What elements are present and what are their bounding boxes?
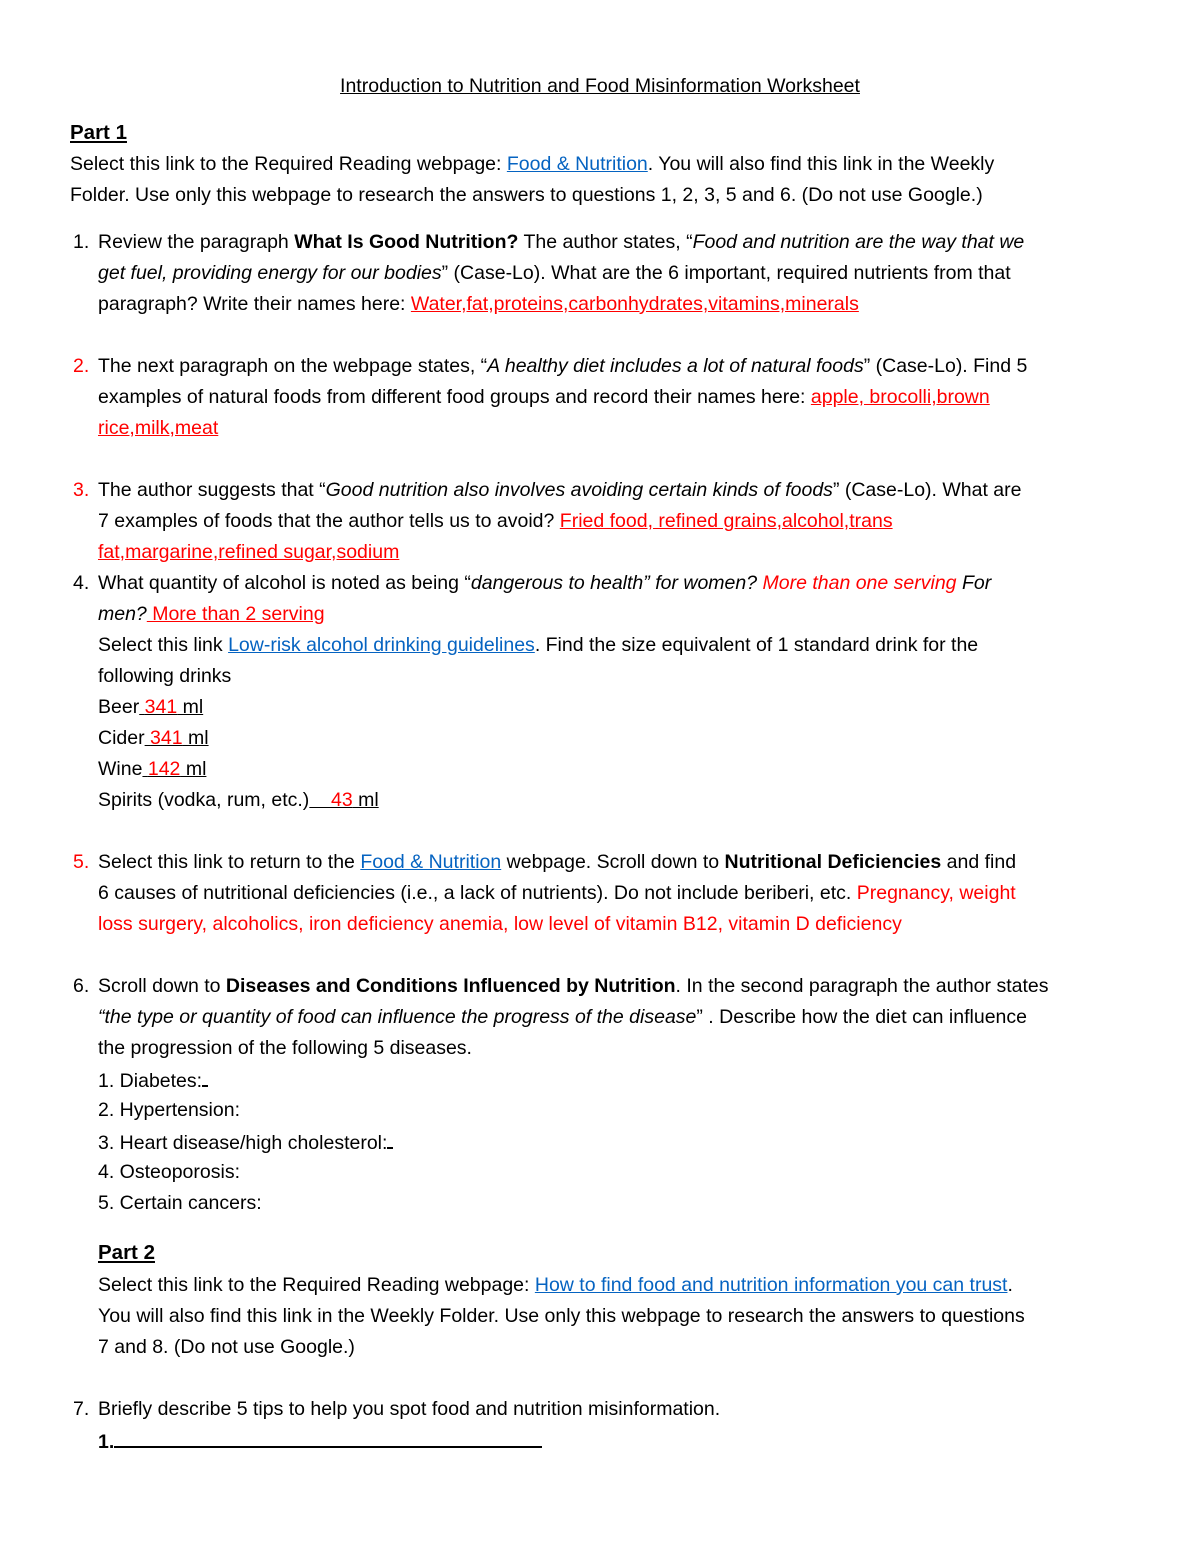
disease-diabetes	[98, 1066, 208, 1094]
drink-label: Spirits (vodka, rum, etc.)	[98, 789, 310, 811]
disease-cancers: 5. Certain cancers:	[98, 1192, 262, 1214]
q3-line1	[98, 477, 1022, 503]
q1-line1	[98, 229, 1024, 255]
q6-line1	[98, 973, 1048, 999]
q5-text-mid: webpage. Scroll down to	[501, 851, 725, 873]
drink-answer[interactable]	[309, 789, 378, 811]
q5-text-end: and find	[941, 851, 1017, 873]
part2-line2: You will also find this link in the Weekly Folder. Use only this webpage to research the answers to questions	[98, 1305, 1025, 1327]
q4-answer-women[interactable]: More than one serving	[762, 572, 957, 594]
q1-quote: Food and nutrition are the way that we	[692, 231, 1025, 253]
drink-value: 341	[144, 696, 178, 718]
q5-heading-ref: Nutritional Deficiencies	[724, 851, 942, 873]
q1-prompt: paragraph? Write their names here:	[98, 293, 411, 315]
disease-heart	[98, 1128, 393, 1156]
part1-label: Part 1	[70, 121, 127, 144]
q1-heading-ref: What Is Good Nutrition?	[294, 231, 519, 253]
food-nutrition-link[interactable]: Food & Nutrition	[506, 153, 648, 175]
q4-line2	[98, 601, 325, 627]
drink-unit: ml	[180, 758, 207, 780]
q4-number: 4.	[73, 572, 90, 594]
drink-answer[interactable]	[139, 696, 203, 718]
q4-men-prompt: men?	[98, 603, 147, 625]
part2-text-end: .	[1007, 1274, 1013, 1296]
disease-osteoporosis: 4. Osteoporosis:	[98, 1161, 240, 1183]
q2-line2	[98, 384, 990, 410]
drink-row-beer	[98, 694, 203, 720]
q3-answer[interactable]: Fried food, refined grains,alcohol,trans	[559, 510, 893, 532]
drink-row-cider	[98, 725, 209, 751]
q7-text: Briefly describe 5 tips to help you spot food and nutrition misinformation.	[98, 1398, 721, 1420]
disease-hypertension: 2. Hypertension:	[98, 1099, 240, 1121]
q4-line3	[98, 632, 978, 658]
q6-line3: the progression of the following 5 diseases.	[98, 1037, 472, 1059]
q3-quote: Good nutrition also involves avoiding certain kinds of foods	[325, 479, 833, 501]
part1-intro-text: Select this link to the Required Reading webpage:	[70, 153, 507, 175]
drink-value: 341	[150, 727, 183, 749]
drink-pad	[309, 789, 331, 811]
tip-number: 1.	[98, 1431, 115, 1453]
drink-value: 142	[147, 758, 181, 780]
q1-line2	[98, 260, 1011, 286]
drink-unit: ml	[177, 696, 204, 718]
q5-line1	[98, 849, 1016, 875]
q6-number: 6.	[73, 975, 90, 997]
q6-line2	[98, 1004, 1027, 1030]
q7-number: 7.	[73, 1398, 90, 1420]
q5-line2	[98, 880, 1016, 906]
q3-text: The author suggests that “	[98, 479, 326, 501]
q2-line1	[98, 353, 1027, 379]
q2-text: The next paragraph on the webpage states, “	[98, 355, 488, 377]
disease-label: 3. Heart disease/high cholesterol:	[98, 1132, 388, 1154]
drink-unit: ml	[352, 789, 379, 811]
q3-text-end: ” (Case-Lo). What are	[832, 479, 1022, 501]
q6-quote: “the type or quantity of food can influence the progress of the disease	[98, 1006, 697, 1028]
q1-answer[interactable]: Water,fat,proteins,carbonhydrates,vitamins,minerals	[410, 293, 859, 315]
drink-answer[interactable]	[142, 758, 206, 780]
q4-quote: dangerous to health	[470, 572, 644, 594]
drink-label: Beer	[98, 696, 140, 718]
q4-select-text: Select this link	[98, 634, 229, 656]
q1-line3	[98, 291, 859, 317]
part2-line3: 7 and 8. (Do not use Google.)	[98, 1336, 355, 1358]
drink-row-spirits	[98, 787, 379, 813]
q2-answer-cont[interactable]: rice,milk,meat	[98, 417, 219, 439]
q4-text: What quantity of alcohol is noted as being “	[98, 572, 471, 594]
answer-blank[interactable]	[387, 1128, 393, 1149]
q2-quote: A healthy diet includes a lot of natural foods	[487, 355, 864, 377]
disease-label: 1. Diabetes:	[98, 1070, 203, 1092]
q3-number: 3.	[73, 479, 90, 501]
q2-answer[interactable]: apple, brocolli,brown	[810, 386, 990, 408]
q2-number: 2.	[73, 355, 90, 377]
answer-blank[interactable]	[202, 1066, 208, 1087]
food-nutrition-link-2[interactable]: Food & Nutrition	[360, 851, 502, 873]
q1-number: 1.	[73, 231, 90, 253]
q6-text-cont: ” . Describe how the diet can influence	[696, 1006, 1027, 1028]
part2-line1	[98, 1272, 1013, 1298]
drink-label: Wine	[98, 758, 143, 780]
q6-text: Scroll down to	[98, 975, 226, 997]
q5-text: Select this link to return to the	[98, 851, 361, 873]
q2-text-end: ” (Case-Lo). Find 5	[863, 355, 1028, 377]
q3-line2	[98, 508, 893, 534]
drink-value: 43	[330, 789, 353, 811]
drink-row-wine	[98, 756, 206, 782]
drink-label: Cider	[98, 727, 145, 749]
q4-line1	[98, 570, 991, 596]
trust-info-link[interactable]: How to find food and nutrition information you can trust	[534, 1274, 1008, 1296]
q2-prompt: examples of natural foods from different food groups and record their names here:	[98, 386, 811, 408]
q4-text-mid: ” for women?	[643, 572, 763, 594]
part1-intro-text-end: . You will also find this link in the Weekly	[647, 153, 995, 175]
low-risk-alcohol-link[interactable]: Low-risk alcohol drinking guidelines	[228, 634, 535, 656]
q4-text-end: For	[956, 572, 992, 594]
drink-answer[interactable]	[145, 727, 209, 749]
q4-answer-men[interactable]: More than 2 serving	[146, 603, 325, 625]
q7-tip1	[98, 1427, 542, 1455]
q5-prompt: 6 causes of nutritional deficiencies (i.e., a lack of nutrients). Do not include beriberi, etc.	[98, 882, 857, 904]
q4-select-text-end: . Find the size equivalent of 1 standard drink for the	[534, 634, 979, 656]
q1-quote-cont: get fuel, providing energy for our bodies	[98, 262, 442, 284]
q4-line4: following drinks	[98, 665, 232, 687]
q5-answer[interactable]: Pregnancy, weight	[856, 882, 1016, 904]
q1-text: Review the paragraph	[98, 231, 295, 253]
part1-intro-line2: Folder. Use only this webpage to research the answers to questions 1, 2, 3, 5 and 6. (Do not use Google.)	[70, 184, 983, 206]
q3-prompt: 7 examples of foods that the author tells us to avoid?	[98, 510, 560, 532]
q3-answer-cont[interactable]: fat,margarine,refined sugar,sodium	[98, 541, 400, 563]
page-title: Introduction to Nutrition and Food Misinformation Worksheet	[340, 75, 860, 97]
q1-text-mid: The author states, “	[518, 231, 693, 253]
tip1-blank[interactable]	[114, 1427, 542, 1448]
q5-number: 5.	[73, 851, 90, 873]
q5-answer-cont[interactable]: loss surgery, alcoholics, iron deficiency anemia, low level of vitamin B12, vitamin D deficiency	[98, 913, 902, 935]
q1-text-cont: ” (Case-Lo). What are the 6 important, required nutrients from that	[441, 262, 1011, 284]
q6-heading-ref: Diseases and Conditions Influenced by Nutrition	[225, 975, 676, 997]
drink-unit: ml	[182, 727, 209, 749]
part2-label: Part 2	[98, 1241, 155, 1264]
q6-text-end: . In the second paragraph the author states	[675, 975, 1049, 997]
part2-text: Select this link to the Required Reading webpage:	[98, 1274, 535, 1296]
part1-intro-line1	[70, 151, 994, 177]
